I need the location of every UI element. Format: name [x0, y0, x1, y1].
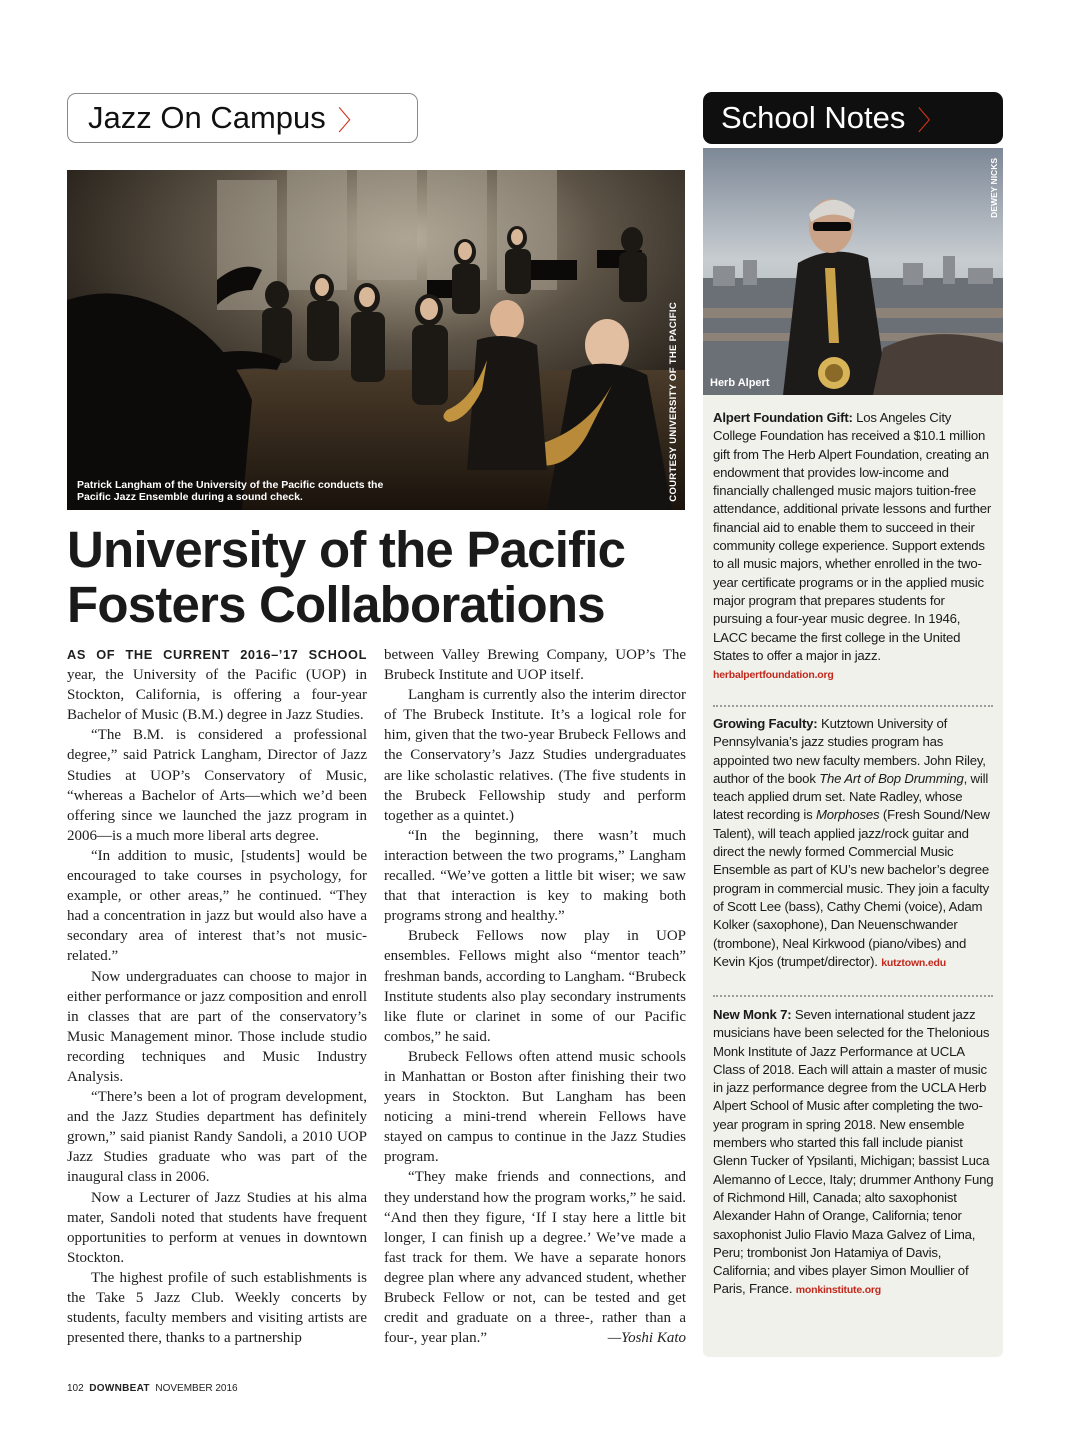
photo-caption: Herb Alpert	[710, 377, 770, 389]
divider	[713, 995, 993, 997]
sidebar-photo	[703, 148, 1003, 395]
school-note-monk: New Monk 7: Seven international student jazz musicians have been selected for the Thelonious Monk Institute of Jazz Performance at UCLA Class of 2018. Each will attain a master of music in jazz performance degree from the UCLA Herb Alpert School of Music after completing the two-year program in spring 2018. New ensemble members who started this fall include pianist Glenn Tucker of Ypsilanti, Michigan; bassist Luca Alemanno of Lecce, Italy; drummer Anthony Fung of Richmond Hill, Canada; alto saxophonist Alexander Hahn of Orange, California; tenor saxophonist Julio Flavio Maza Galvez of Lima, Peru; trombonist Jon Hatamiya of Davis, California; and vibes player Simon Moullier of Paris, France. monkinstitute.org	[713, 1007, 994, 1297]
herb-alpert-photo	[703, 148, 1003, 395]
article-leadin: AS OF THE CURRENT 2016–’17 SCHOOL	[67, 647, 367, 662]
section-header-jazz-on-campus	[67, 93, 418, 143]
article-paragraph: Now a Lecturer of Jazz Studies at his alma mater, Sandoli noted that students have frequent opportunities to perform at venues in downtown Stockton.	[67, 1189, 367, 1266]
page-number: 102	[67, 1383, 84, 1394]
chevron-right-icon: 〉	[337, 105, 365, 136]
article-paragraph: Brubeck Fellows now play in UOP ensembles. Fellows might also “mentor teach” freshman bands, according to Langham. “Brubeck Institute students also play secondary instruments like flute or clarinet in some of our Pacific combos,” he said.	[384, 928, 686, 1045]
note-title: Growing Faculty:	[713, 716, 818, 731]
article-paragraph: “They make friends and connections, and they understand how the program works,” he said. “And then they figure, ‘If I stay here a little bit longer, I can finish up a degree.’ We’ve made a fast track for them. We have a separate honors degree plan where any advanced student, whether Brubeck Fellow or not, can be tested and get credit and graduate on a three-, rather than a four-, year plan.” —Yoshi Kato	[384, 1167, 686, 1348]
main-photo	[67, 170, 685, 510]
article-column-2	[384, 645, 686, 1348]
article-paragraph: between Valley Brewing Company, UOP’s The Brubeck Institute and UOP itself.	[384, 647, 686, 684]
page-footer	[67, 1383, 238, 1394]
divider	[713, 705, 993, 707]
section-header-school-notes	[703, 92, 1003, 144]
article-paragraph: “The B.M. is considered a professional degree,” said Patrick Langham, Director of Jazz Studies at UOP’s Conservatory of Music, “whereas a Bachelor of Arts—which we’d been offering since we launched the jazz program in 2006—is a much more liberal arts degree.	[67, 727, 367, 844]
issue-date: NOVEMBER 2016	[155, 1383, 238, 1394]
note-link[interactable]: monkinstitute.org	[795, 1284, 882, 1297]
article-paragraph: The highest profile of such establishments is the Take 5 Jazz Club. Weekly concerts by students, faculty members and visiting artists are presented there, thanks to a partnership	[67, 1269, 367, 1347]
section-title: Jazz On Campus	[88, 100, 326, 135]
article-paragraph: AS OF THE CURRENT 2016–’17 SCHOOL year, the University of the Pacific (UOP) in Stockton, California, is offering a four-year Bachelor of Music (B.M.) degree in Jazz Studies.	[67, 647, 367, 724]
note-title: New Monk 7:	[713, 1007, 792, 1022]
school-note-kutztown: Growing Faculty: Kutztown University of Pennsylvania’s jazz studies program has appointed two new faculty members. John Riley, author of the book The Art of Bop Drumming, will teach applied drum set. Nate Radley, whose latest recording is Morphoses (Fresh Sound/New Talent), will teach applied jazz/rock guitar and direct the newly formed Commercial Music Ensemble as part of KU’s new bachelor’s degree program in commercial music. They join a faculty of Scott Lee (bass), Cathy Chemi (voice), Adam Kolker (saxophone), Dan Neuenschwander (trombone), Neal Kirkwood (piano/vibes) and Kevin Kjos (trumpet/director). kutztown.edu	[713, 716, 990, 969]
photo-credit: COURTESY UNIVERSITY OF THE PACIFIC	[668, 302, 679, 502]
photo-credit: DEWEY NICKS	[989, 158, 999, 218]
jazz-ensemble-photo	[67, 170, 685, 510]
article-headline: University of the Pacific Fosters Collaborations	[67, 521, 626, 633]
note-link[interactable]: kutztown.edu	[881, 956, 946, 969]
byline: —Yoshi Kato	[607, 1330, 686, 1347]
article-paragraph: Brubeck Fellows often attend music schools in Manhattan or Boston after finishing their two years in Stockton. But Langham has been noticing a mini-trend wherein Fellows have stayed on campus to continue in the Jazz Studies program.	[384, 1048, 686, 1166]
photo-caption: Patrick Langham of the University of the Pacific conducts the Pacific Jazz Ensemble during a sound check.	[77, 479, 384, 503]
chevron-right-icon: 〉	[917, 105, 945, 136]
article-paragraph: “In the beginning, there wasn’t much interaction between the two programs,” Langham recalled. “We’ve gotten a little bit wiser; we saw that that interaction is key to making both programs strong and healthy.”	[384, 827, 686, 925]
article-paragraph: Langham is currently also the interim director of The Brubeck Institute. It’s a logical role for him, given that the two-year Brubeck Fellows and the Conservatory’s Jazz Studies undergraduates are like scholastic relatives. (The five students in the Brubeck Fellowship study and perform together as a quintet.)	[384, 687, 686, 824]
article-column-1	[67, 645, 367, 1348]
magazine-name: DOWNBEAT	[89, 1383, 150, 1394]
note-title: Alpert Foundation Gift:	[713, 410, 853, 425]
article-paragraph: Now undergraduates can choose to major in either performance or jazz composition and enroll in classes that are part of the conservatory’s Music Management minor. Those include studio recording techniques and Music Industry Analysis.	[67, 968, 367, 1085]
article-paragraph: “There’s been a lot of program development, and the Jazz Studies department has definitely grown,” said pianist Randy Sandoli, a 2010 UOP Jazz Studies graduate who was part of the inaugural class in 2006.	[67, 1089, 367, 1186]
note-link[interactable]: herbalpertfoundation.org	[713, 669, 834, 682]
article-paragraph: “In addition to music, [students] would be encouraged to take courses in psychology, for example, or other areas,” he continued. “They had a concentration in jazz but would also have a secondary area of interest that’s not music-related.”	[67, 847, 367, 965]
section-title: School Notes	[721, 100, 906, 135]
school-note-alpert: Alpert Foundation Gift: Los Angeles City College Foundation has received a $10.1 million gift from The Herb Alpert Foundation, creating an endowment that provides low-income and financially challenged music majors tuition-free attendance, additional private lessons and further financial aid to enable them to succeed in their community college experience. Support extends to all music majors, whether enrolled in the two-year certificate programs or in the applied music major program that prepares students for pursuing a four-year music degree. In 1946, LACC became the first college in the United States to offer a major in jazz. herbalpertfoundation.org	[713, 410, 992, 682]
